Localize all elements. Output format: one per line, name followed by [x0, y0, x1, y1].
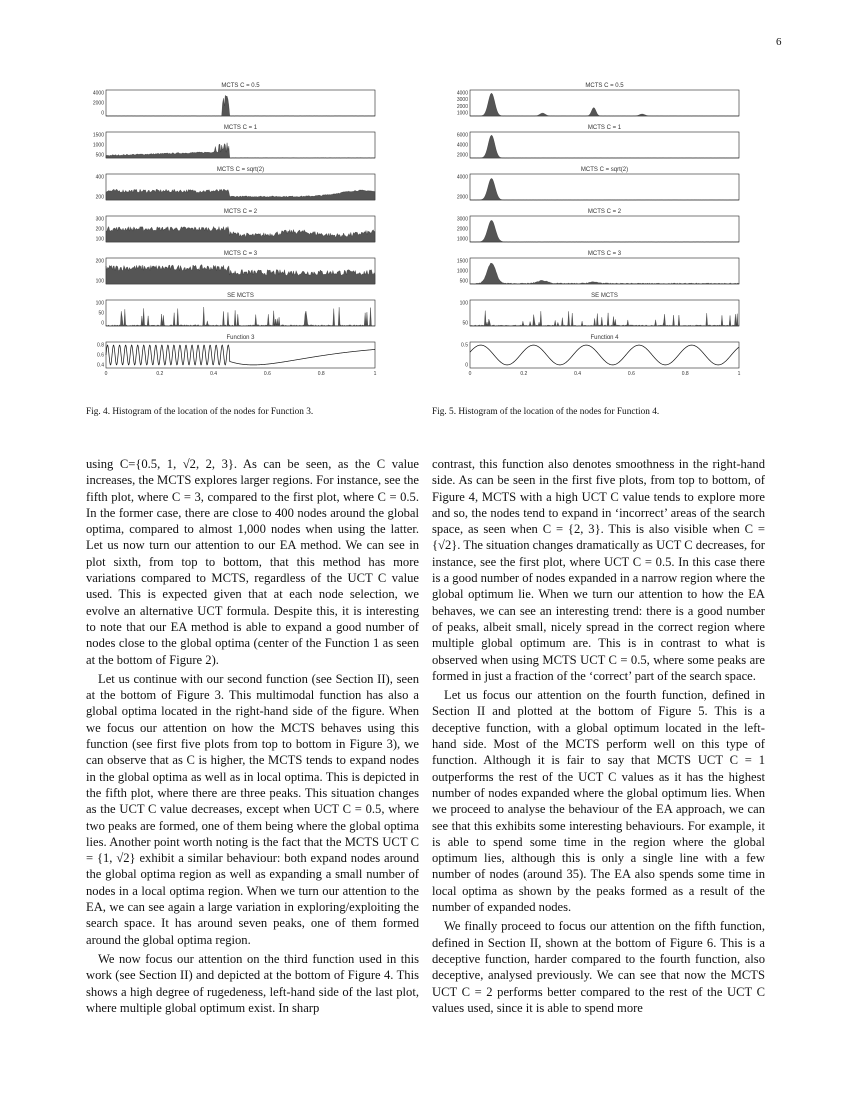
- x-tick-label: 0.4: [210, 371, 218, 377]
- histogram-bars: [106, 143, 375, 158]
- panel-title: Function 4: [590, 335, 619, 341]
- x-tick-label: 0.6: [263, 371, 271, 377]
- y-tick-label: 0: [465, 362, 468, 369]
- panel-title: MCTS C = sqrt(2): [580, 167, 629, 173]
- histogram-panel: [88, 330, 388, 377]
- x-tick-label: 0.2: [156, 371, 164, 377]
- y-tick-label: 3000: [456, 216, 468, 223]
- panel-title: MCTS C = 3: [223, 251, 258, 257]
- x-tick-label: 0: [468, 371, 472, 377]
- plot-frame: [470, 132, 739, 158]
- y-tick-label: 4000: [456, 174, 468, 181]
- figure-4-caption: Fig. 4. Histogram of the location of the nodes for Function 3.: [86, 407, 314, 417]
- histogram-panel: [88, 78, 388, 120]
- y-tick-label: 0: [101, 320, 104, 327]
- figure-5-caption: Fig. 5. Histogram of the location of the nodes for Function 4.: [432, 407, 660, 417]
- paragraph: using C={0.5, 1, √2, 2, 3}. As can be seen, as the C value increases, the MCTS explores larger regions. For instance, see the fifth plot, where C = 3, compared to the first plot, where C = 0.5. In the former case, there are close to 400 nodes around the global optima, compared to almost 1,000 nodes when using the latter. Let us now turn our attention to our EA method. We can see in plot sixth, from top to bottom, that this method has more variations compared to MCTS, regardless of the UCT C value used. This is expected given that at each node selection, we evolve an alternative UCT formula. Despite this, it is interesting to note that our EA method is able to expand a good number of nodes close to the global optima (center of the Function 1 as seen at the bottom of Figure 2).: [86, 457, 419, 667]
- left-column: [86, 456, 419, 1019]
- page-number: 6: [776, 36, 782, 48]
- paragraph: contrast, this function also denotes smoothness in the right-hand side. As can be seen in the first five plots, from top to bottom, of Figure 4, MCTS with a high UCT C value tends to explore more and so, the nodes tend to expand in ‘incorrect’ areas of the search space, as seen when C = {2, 3}. This is also visible when C = {√2}. The situation changes dramatically as UCT C decreases, for instance, see the first plot, where UCT C = 0.5. In this case there is a good number of nodes expanded in a narrow region where the global optimum lie. When we turn our attention to how the EA behaves, we can see an interesting trend: there is a good number of peaks, albeit small, nicely spread in the correct region where multiple global optimum are. This is in contrast to what is observed when using MCTS UCT C = 0.5, where some peaks are formed in just a fraction of the ‘correct’ part of the search space.: [432, 457, 765, 683]
- function-curve: [106, 345, 375, 365]
- y-tick-label: 2000: [456, 226, 468, 233]
- panel-title: MCTS C = 3: [587, 251, 622, 257]
- y-tick-label: 100: [95, 236, 104, 243]
- histogram-bars: [106, 226, 375, 242]
- plot-frame: [106, 90, 375, 116]
- y-tick-label: 200: [95, 226, 104, 233]
- y-tick-label: 300: [95, 216, 104, 223]
- y-tick-label: 50: [462, 320, 468, 327]
- y-tick-label: 1500: [92, 132, 104, 139]
- y-tick-label: 0: [101, 110, 104, 117]
- histogram-bars: [106, 189, 375, 200]
- plot-frame: [470, 90, 739, 116]
- x-tick-label: 0.4: [574, 371, 582, 377]
- y-tick-label: 500: [459, 278, 468, 285]
- x-tick-label: 0.6: [627, 371, 635, 377]
- y-tick-label: 2000: [456, 103, 468, 110]
- paragraph: Let us continue with our second function (see Section II), seen at the bottom of Figure 3. This multimodal function has also a global optima located in the right-hand side of the figure. When we focus our attention on how the MCTS behaves using this function (see first five plots from top to bottom in Figure 3), we can observe that as C is higher, the MCTS tends to expand nodes in the global optima as well as in local optima. This is depicted in the fifth plot, where there are three peaks. This situation changes as the UCT C value decreases, except when UCT C = 0.5, where two peaks are formed, one of them being where the global optima lies. Another point worth noting is the fact that the MCTS UCT C = {1, √2} exhibit a similar behaviour: both expand nodes around the global optima region as well as expanding a small number of nodes in a local optima region. When we turn our attention to the EA, we can see again a large variation in exploring/exploiting the search space. It has around seven peaks, one of them formed around the global optima region.: [86, 671, 419, 947]
- panel-title: SE MCTS: [591, 293, 618, 299]
- y-tick-label: 500: [95, 152, 104, 159]
- figure-4-histograms: [88, 78, 388, 388]
- histogram-panel: [452, 246, 752, 288]
- plot-frame: [106, 132, 375, 158]
- panel-title: MCTS C = 2: [587, 209, 622, 215]
- paragraph: Let us focus our attention on the fourth function, defined in Section II and plotted at the bottom of Figure 5. This is a deceptive function, with a global optimum located in the left-hand side. Most of the MCTS perform well on this type of function. Although it is fair to say that MCTS UCT C = 1 outperforms the rest of the UCT C values as it has the highest number of nodes expanded where the global optimum lies. When we proceed to analyse the behaviour of the EA approach, we can see that this exhibits some interesting behaviours. For example, it is able to spend some time in the region where the global optimum lies, although this is only a single line with a few number of nodes (around 35). The EA also spends some time in local optima as shown by the peaks formed as a result of the number of expanded nodes.: [432, 688, 765, 915]
- y-tick-label: 1000: [92, 142, 104, 149]
- y-tick-label: 400: [95, 174, 104, 181]
- y-tick-label: 4000: [456, 142, 468, 149]
- y-tick-label: 4000: [456, 90, 468, 97]
- plot-frame: [470, 300, 739, 326]
- plot-frame: [470, 258, 739, 284]
- y-tick-label: 3000: [456, 97, 468, 104]
- histogram-panel: [452, 78, 752, 120]
- histogram-panel: [452, 288, 752, 330]
- plot-frame: [470, 216, 739, 242]
- panel-title: MCTS C = 0.5: [221, 83, 260, 89]
- histogram-bars: [470, 311, 739, 326]
- panel-title: MCTS C = 2: [223, 209, 258, 215]
- y-tick-label: 0.6: [97, 352, 104, 359]
- function-curve: [470, 345, 739, 365]
- histogram-panel: [452, 330, 752, 377]
- plot-frame: [106, 300, 375, 326]
- y-tick-label: 100: [95, 278, 104, 285]
- histogram-bars: [470, 135, 739, 158]
- histogram-panel: [452, 162, 752, 204]
- y-tick-label: 2000: [456, 152, 468, 159]
- histogram-panel: [88, 246, 388, 288]
- panel-title: MCTS C = 0.5: [585, 83, 624, 89]
- y-tick-label: 100: [95, 300, 104, 307]
- histogram-bars: [106, 95, 375, 116]
- x-tick-label: 1: [373, 371, 377, 377]
- plot-frame: [470, 174, 739, 200]
- panel-title: MCTS C = sqrt(2): [216, 167, 265, 173]
- x-tick-label: 0.8: [317, 371, 325, 377]
- y-tick-label: 200: [95, 258, 104, 265]
- histogram-panel: [452, 120, 752, 162]
- right-column: [432, 456, 765, 1019]
- histogram-panel: [88, 204, 388, 246]
- y-tick-label: 100: [459, 300, 468, 307]
- paragraph: We now focus our attention on the third function used in this work (see Section II) and depicted at the bottom of Figure 4. This shows a high degree of rugedeness, left-hand side of the last plot, where multiple global optimum exist. In sharp: [86, 951, 419, 1015]
- y-tick-label: 1000: [456, 110, 468, 117]
- histogram-bars: [470, 178, 739, 200]
- x-tick-label: 0: [104, 371, 108, 377]
- y-tick-label: 2000: [92, 100, 104, 107]
- y-tick-label: 0.5: [461, 342, 468, 349]
- histogram-panel: [88, 288, 388, 330]
- panel-title: Function 3: [226, 335, 255, 341]
- histogram-panel: [452, 204, 752, 246]
- y-tick-label: 1000: [456, 268, 468, 275]
- figure-5-histograms: [452, 78, 752, 388]
- y-tick-label: 1500: [456, 258, 468, 265]
- histogram-bars: [470, 93, 739, 116]
- panel-title: SE MCTS: [227, 293, 254, 299]
- y-tick-label: 6000: [456, 132, 468, 139]
- y-tick-label: 1000: [456, 236, 468, 243]
- histogram-bars: [106, 307, 375, 326]
- x-tick-label: 1: [737, 371, 741, 377]
- y-tick-label: 0.8: [97, 342, 104, 349]
- histogram-bars: [470, 263, 739, 284]
- panel-title: MCTS C = 1: [587, 125, 622, 131]
- y-tick-label: 4000: [92, 90, 104, 97]
- x-tick-label: 0.2: [520, 371, 528, 377]
- y-tick-label: 2000: [456, 194, 468, 201]
- y-tick-label: 50: [98, 310, 104, 317]
- histogram-panel: [88, 120, 388, 162]
- y-tick-label: 200: [95, 194, 104, 201]
- x-tick-label: 0.8: [681, 371, 689, 377]
- panel-title: MCTS C = 1: [223, 125, 258, 131]
- histogram-bars: [470, 220, 739, 242]
- paragraph: We finally proceed to focus our attention on the fifth function, defined in Section II, shown at the bottom of Figure 6. This is a deceptive function, harder compared to the fourth function, also deceptive, analysed previously. We can see that now the MCTS UCT C = 2 performs better compared to the rest of the UCT C values used, since it is able to spend more: [432, 919, 765, 1015]
- histogram-panel: [88, 162, 388, 204]
- y-tick-label: 0.4: [97, 362, 104, 369]
- histogram-bars: [106, 265, 375, 284]
